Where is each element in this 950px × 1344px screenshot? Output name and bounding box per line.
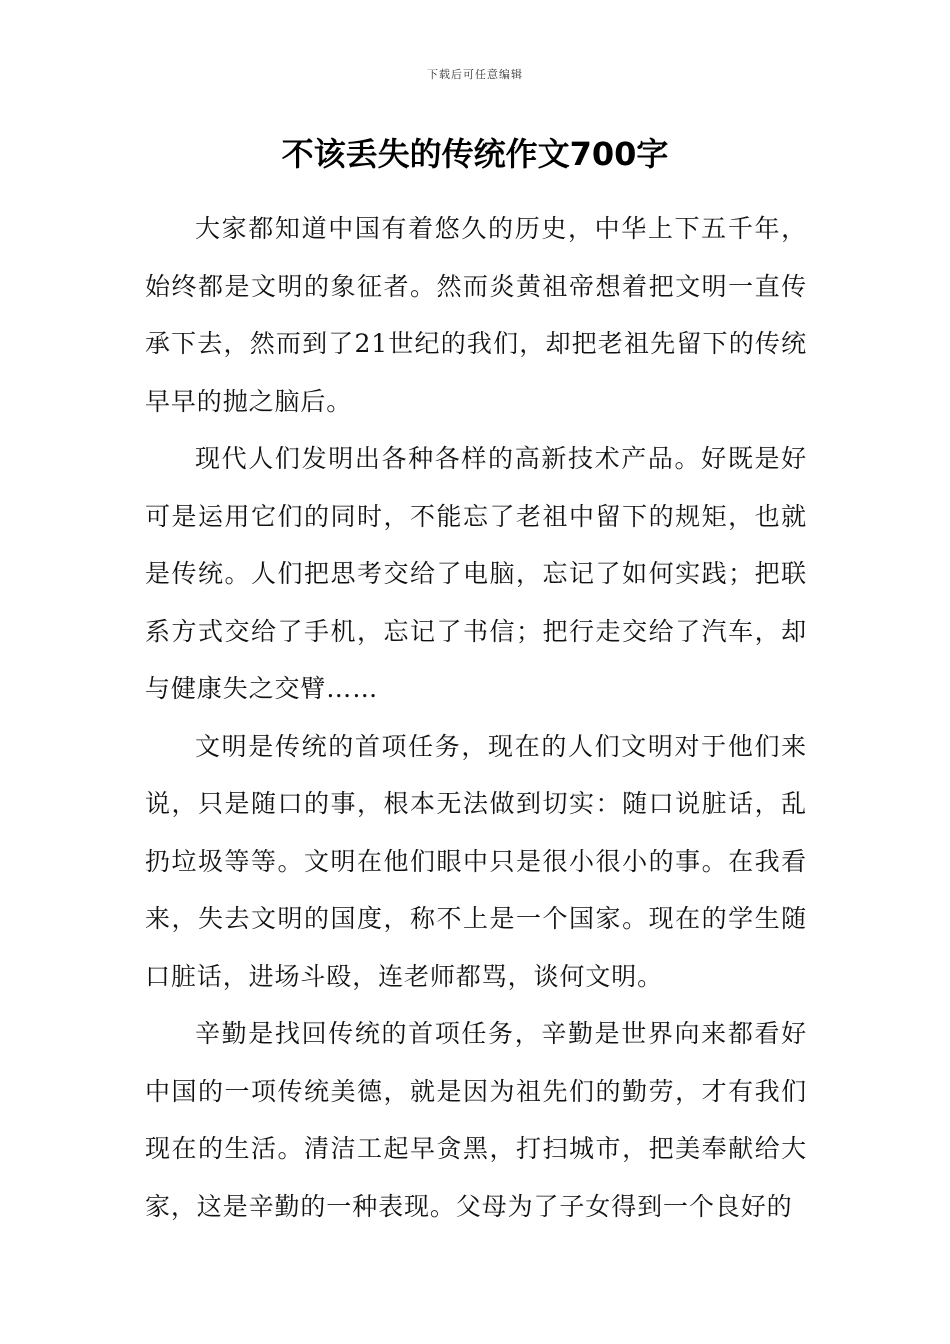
paragraph: 辛勤是找回传统的首项任务，辛勤是世界向来都看好中国的一项传统美德，就是因为祖先们的勤劳，才有我们现在的生活。清洁工起早贪黑，打扫城市，把美奉献给大家，这是辛勤的一种表现。父母为了子女得到一个良好的 (145, 1019, 807, 1221)
paragraph: 现代人们发明出各种各样的高新技术产品。好既是好可是运用它们的同时，不能忘了老祖中留下的规矩，也就是传统。人们把思考交给了电脑，忘记了如何实践；把联系方式交给了手机，忘记了书信；把行走交给了汽车，却与健康失之交臂…… (145, 444, 807, 703)
essay-body (145, 200, 807, 1235)
header-note: 下载后可任意编辑 (427, 68, 523, 81)
document-title: 不该丢失的传统作文700字 (281, 135, 669, 173)
paragraph: 大家都知道中国有着悠久的历史，中华上下五千年，始终都是文明的象征者。然而炎黄祖帝想着把文明一直传承下去，然而到了21世纪的我们，却把老祖先留下的传统早早的抛之脑后。 (145, 214, 807, 416)
paragraph: 文明是传统的首项任务，现在的人们文明对于他们来说，只是随口的事，根本无法做到切实：随口说脏话，乱扔垃圾等等。文明在他们眼中只是很小很小的事。在我看来，失去文明的国度，称不上是一个国家。现在的学生随口脏话，进场斗殴，连老师都骂，谈何文明。 (145, 731, 807, 991)
